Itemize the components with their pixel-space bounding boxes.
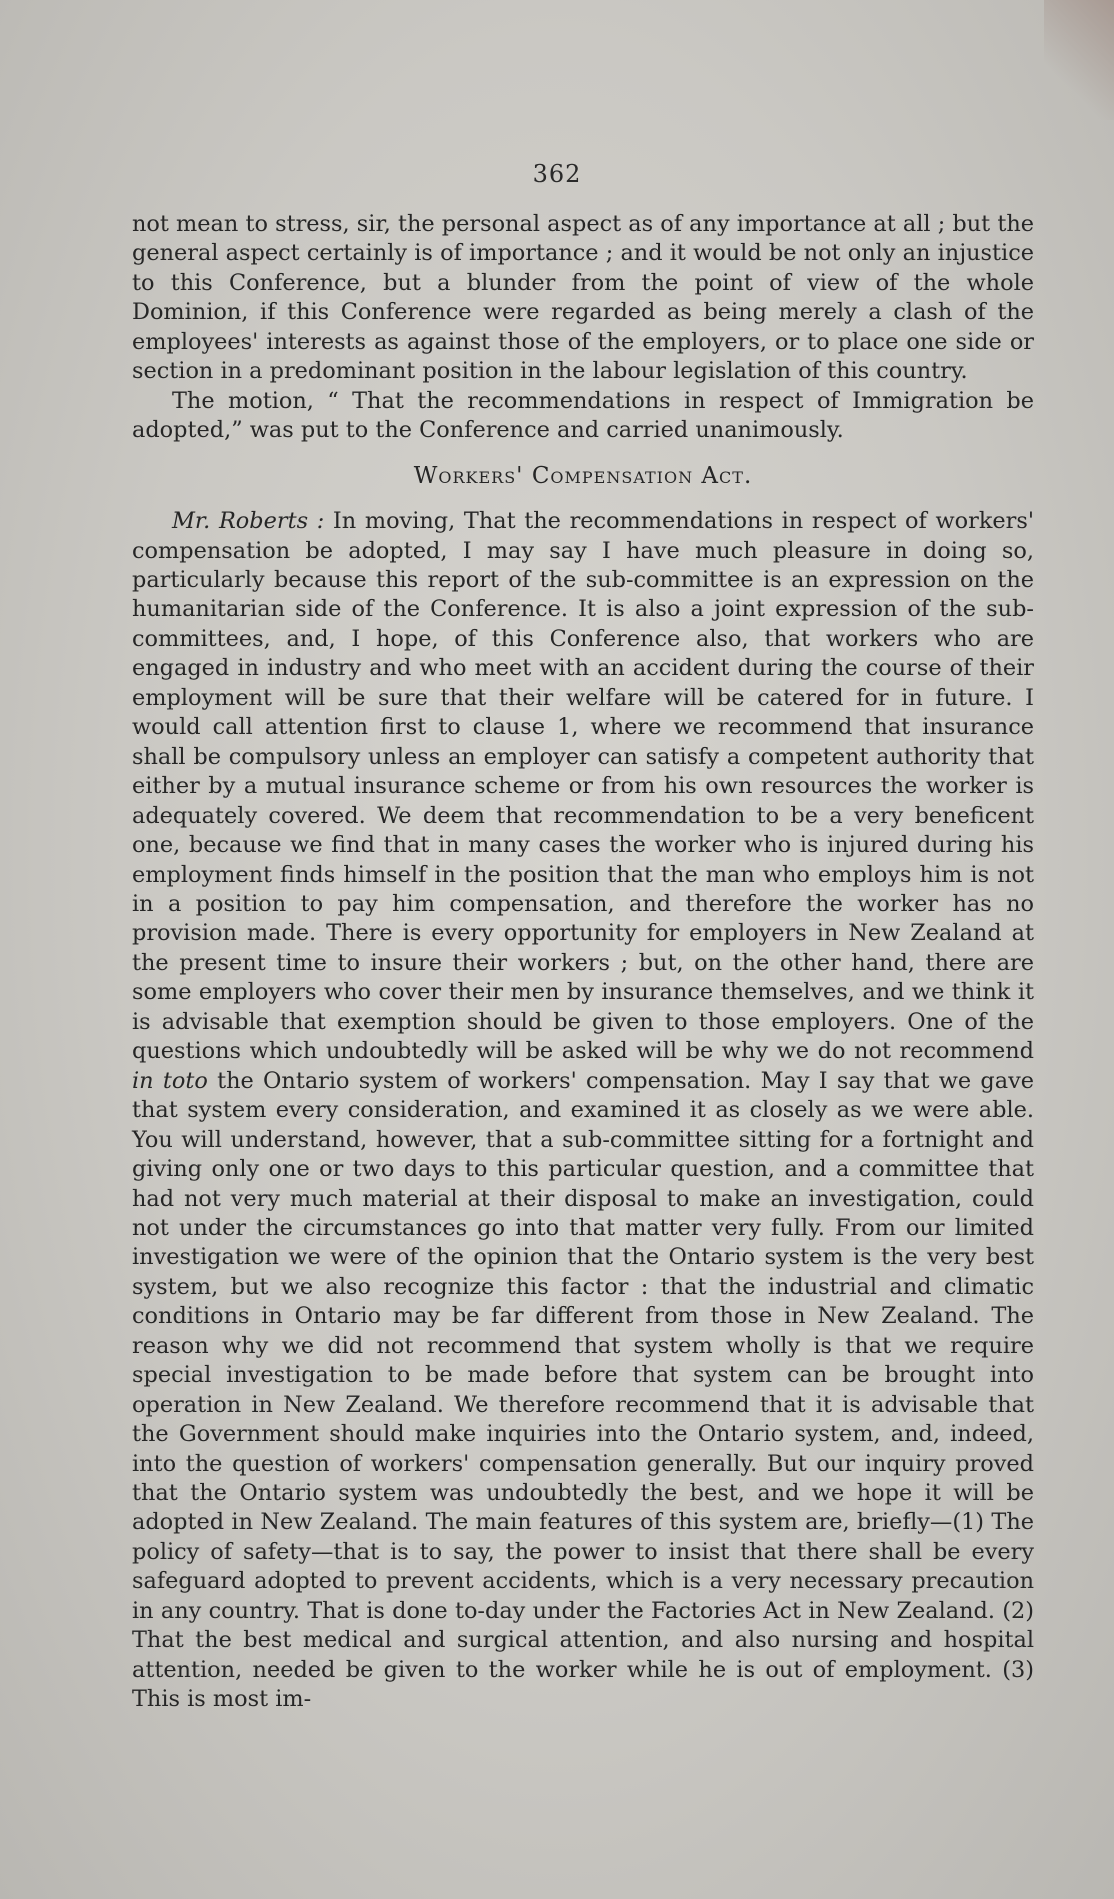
body-text <box>132 210 1034 1715</box>
section-heading: Workers' Compensation Act. <box>413 462 753 489</box>
page-corner-shadow <box>1044 0 1114 120</box>
paragraph-roberts-speech <box>132 507 1034 1715</box>
speech-text-part-1: In moving, That the recommendations in respect of workers' compensation be adopted, I may say I have much pleasure in doing so, particularly because this report of the sub-committee is an expression on the humanitarian side of the Conference. It is also a joint expression of the sub-committees, and, I hope, of this Conference also, that workers who are engaged in industry and who meet with an accident during the course of their employment will be sure that their welfare will be catered for in future. I would call attention first to clause 1, where we recommend that insurance shall be compulsory unless an employer can satisfy a competent authority that either by a mutual insurance scheme or from his own resources the worker is adequately covered. We deem that recommendation to be a very beneficent one, because we find that in many cases the worker who is injured during his employment finds himself in the position that the man who employs him is not in a position to pay him compensation, and therefore the worker has no provision made. There is every opportunity for employers in New Zealand at the present time to insure their workers ; but, on the other hand, there are some employers who cover their men by insurance themselves, and we think it is advisable that exemption should be given to those employers. One of the questions which undoubtedly will be asked will be why we do not recommend <box>132 508 1034 1065</box>
page-number: 362 <box>532 160 582 188</box>
paragraph-motion: The motion, “ That the recommendations in respect of Immigration be adopted,” was put to the Conference and carried unanimously. <box>132 387 1034 444</box>
speaker-name: Mr. Roberts : <box>172 508 325 535</box>
italic-phrase: in toto <box>132 1067 208 1094</box>
paragraph-continuation: not mean to stress, sir, the personal aspect as of any importance at all ; but the general aspect certainly is of importance ; and it would be not only an injustice to this Conference, but a blunder from the point of view of the whole Dominion, if this Conference were regarded as being merely a clash of the employees' interests as against those of the employers, or to place one side or section in a predominant position in the labour legislation of this country. <box>132 211 1034 385</box>
speech-text-part-2: the Ontario system of workers' compensation. May I say that we gave that system every consideration, and examined it as closely as we were able. You will understand, however, that a sub-committee sitting for a fortnight and giving only one or two days to this particular question, and a committee that had not very much material at their disposal to make an investigation, could not under the circumstances go into that matter very fully. From our limited investigation we were of the opinion that the Ontario system is the very best system, but we also recognize this factor : that the industrial and climatic conditions in Ontario may be far different from those in New Zealand. The reason why we did not recommend that system wholly is that we require special investigation to be made before that system can be brought into operation in New Zealand. We therefore recommend that it is advisable that the Government should make inquiries into the Ontario system, and, indeed, into the question of workers' compensation generally. But our inquiry proved that the Ontario system was undoubtedly the best, and we hope it will be adopted in New Zealand. The main features of this system are, briefly—(1) The policy of safety—that is to say, the power to insist that there shall be every safeguard adopted to prevent accidents, which is a very necessary precaution in any country. That is done to-day under the Factories Act in New Zealand. (2) That the best medical and surgical attention, and also nursing and hospital attention, needed be given to the worker while he is out of employment. (3) This is most im- <box>132 1067 1034 1713</box>
